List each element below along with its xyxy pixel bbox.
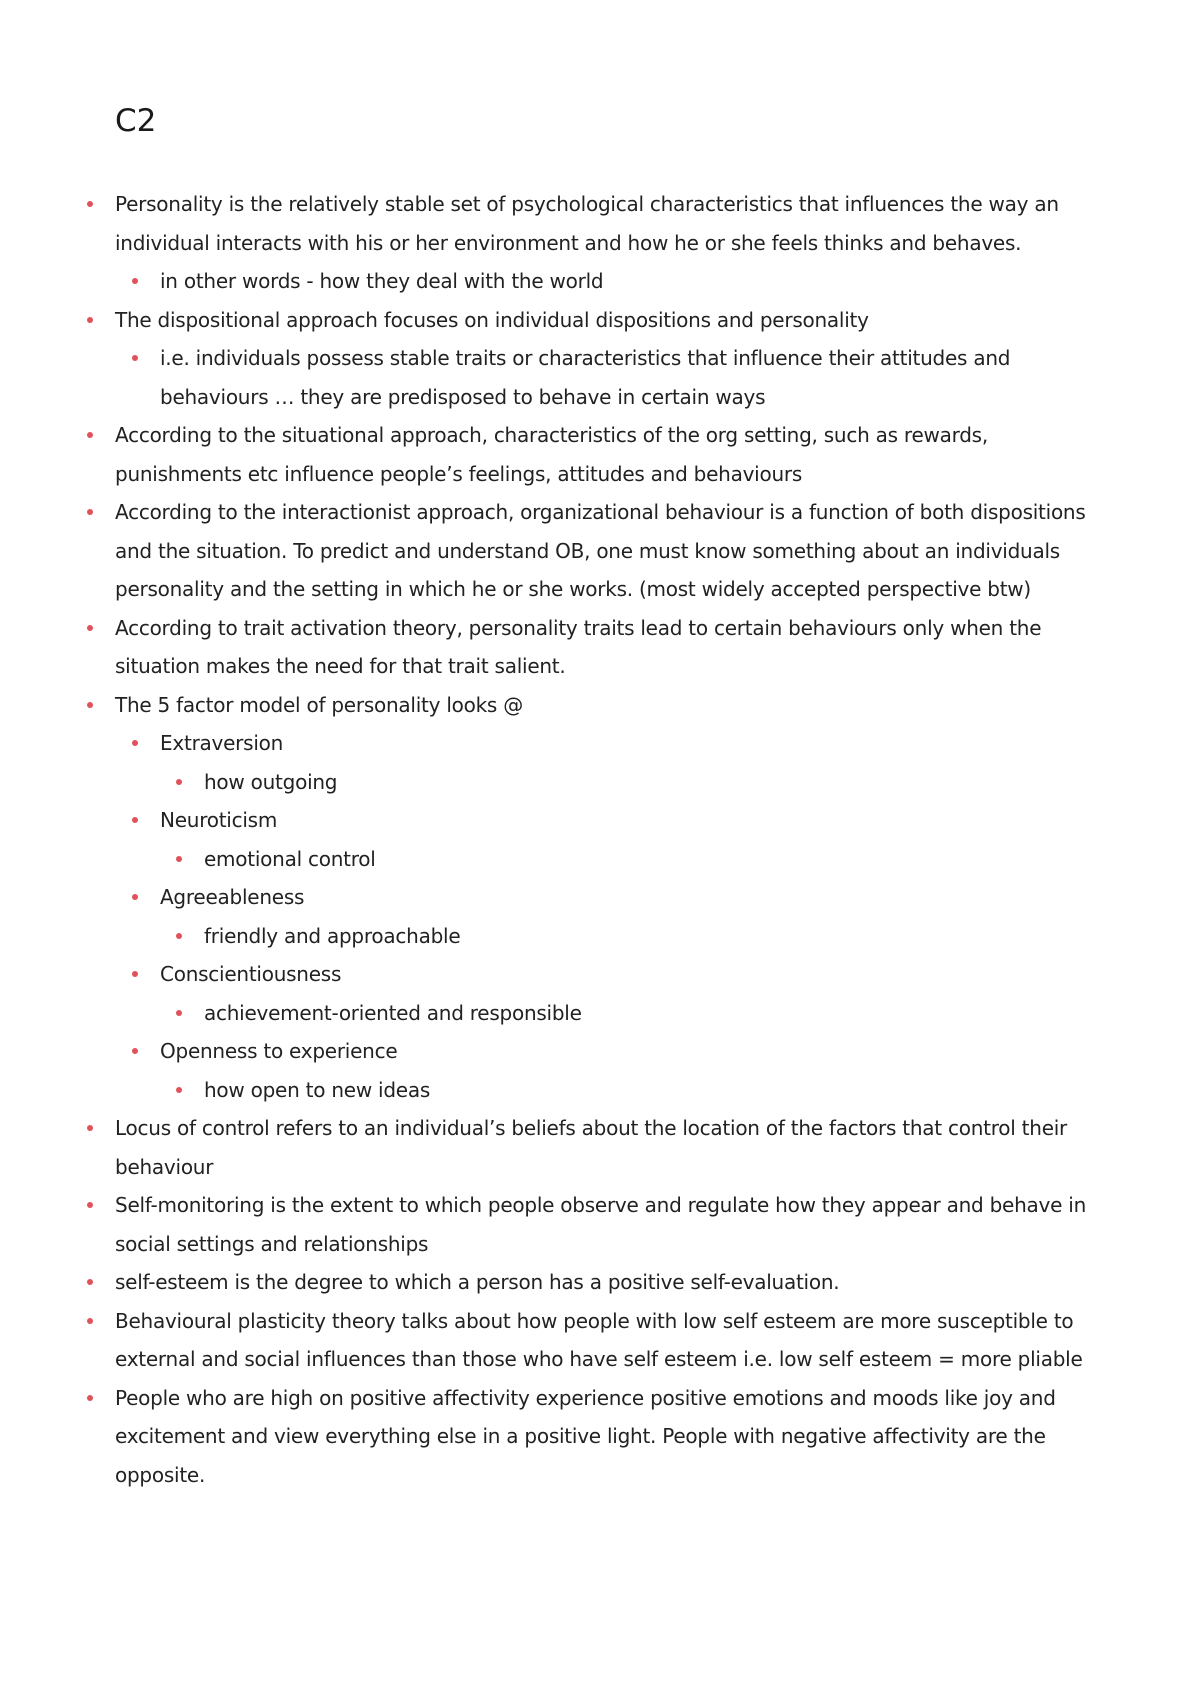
- bullet-dot-icon: [176, 1010, 182, 1016]
- list-item-text: how open to new ideas: [204, 1077, 431, 1102]
- list-item: [0, 763, 1200, 802]
- list-item-text: friendly and approachable: [204, 923, 461, 948]
- bullet-dot-icon: [132, 971, 138, 977]
- list-item: [0, 878, 1200, 917]
- list-item: [0, 1379, 1200, 1495]
- bullet-dot-icon: [132, 740, 138, 746]
- list-item-text: i.e. individuals possess stable traits or characteristics that influence their attitudes and behaviours … they are predisposed to behave in certain ways: [160, 346, 1011, 409]
- list-item: [0, 686, 1200, 725]
- bullet-dot-icon: [132, 1048, 138, 1054]
- bullet-dot-icon: [87, 1202, 93, 1208]
- bullet-dot-icon: [87, 317, 93, 323]
- list-item-text: According to trait activation theory, personality traits lead to certain behaviours only when the situation makes the need for that trait salient.: [115, 615, 1042, 678]
- list-item-text: Agreeableness: [160, 885, 305, 909]
- list-item: [0, 1109, 1200, 1186]
- bullet-dot-icon: [87, 1279, 93, 1285]
- list-item: [0, 1186, 1200, 1263]
- list-item: [0, 262, 1200, 301]
- list-item-text: Conscientiousness: [160, 962, 342, 986]
- list-item-text: Neuroticism: [160, 808, 278, 832]
- list-item: [0, 917, 1200, 956]
- list-item: [0, 301, 1200, 340]
- list-item-text: achievement-oriented and responsible: [204, 1000, 582, 1025]
- list-item-text: Personality is the relatively stable set of psychological characteristics that influences the way an individual interacts with his or her environment and how he or she feels thinks and behaves.: [115, 192, 1059, 255]
- list-item: [0, 416, 1200, 493]
- list-item: [0, 801, 1200, 840]
- bullet-dot-icon: [87, 1395, 93, 1401]
- list-item-text: Openness to experience: [160, 1039, 398, 1063]
- list-item-text: Extraversion: [160, 731, 284, 755]
- bullet-dot-icon: [176, 1087, 182, 1093]
- list-item-text: Self-monitoring is the extent to which people observe and regulate how they appear and behave in social settings and relationships: [115, 1193, 1086, 1256]
- list-item: [0, 994, 1200, 1033]
- list-item: [0, 1263, 1200, 1302]
- list-item-text: People who are high on positive affectivity experience positive emotions and moods like joy and excitement and view everything else in a positive light. People with negative affectivity are the opposite.: [115, 1385, 1056, 1487]
- bullet-dot-icon: [87, 432, 93, 438]
- list-item: [0, 724, 1200, 763]
- list-item: [0, 1302, 1200, 1379]
- bullet-dot-icon: [132, 278, 138, 284]
- bullet-dot-icon: [87, 625, 93, 631]
- list-item: [0, 185, 1200, 262]
- bullet-dot-icon: [176, 856, 182, 862]
- list-item: [0, 840, 1200, 879]
- list-item: [0, 1032, 1200, 1071]
- list-item-text: According to the interactionist approach, organizational behaviour is a function of both dispositions and the situation. To predict and understand OB, one must know something about an individuals personality and the setting in which he or she works. (most widely accepted perspective btw): [115, 500, 1086, 601]
- list-item: [0, 339, 1200, 416]
- list-item: [0, 1071, 1200, 1110]
- bullet-dot-icon: [132, 817, 138, 823]
- bullet-dot-icon: [87, 1125, 93, 1131]
- list-item: [0, 955, 1200, 994]
- list-item-text: According to the situational approach, characteristics of the org setting, such as rewards, punishments etc influence people’s feelings, attitudes and behaviours: [115, 423, 988, 486]
- list-item-text: Locus of control refers to an individual’s beliefs about the location of the factors that control their behaviour: [115, 1116, 1068, 1179]
- bullet-dot-icon: [87, 201, 93, 207]
- bullet-dot-icon: [87, 702, 93, 708]
- bullet-dot-icon: [176, 779, 182, 785]
- bullet-dot-icon: [132, 894, 138, 900]
- list-item: [0, 493, 1200, 609]
- list-item-text: Behavioural plasticity theory talks about how people with low self esteem are more susceptible to external and social influences than those who have self esteem i.e. low self esteem = more pliable: [115, 1308, 1083, 1371]
- bullet-dot-icon: [87, 1318, 93, 1324]
- list-item-text: in other words - how they deal with the world: [160, 269, 604, 293]
- list-item-text: The dispositional approach focuses on individual dispositions and personality: [115, 307, 869, 332]
- page-title: C2: [115, 103, 157, 139]
- list-item-text: how outgoing: [204, 769, 338, 794]
- list-item-text: The 5 factor model of personality looks @: [115, 692, 523, 717]
- bullet-dot-icon: [132, 355, 138, 361]
- bullet-dot-icon: [176, 933, 182, 939]
- list-item-text: self-esteem is the degree to which a person has a positive self-evaluation.: [115, 1270, 840, 1294]
- list-item-text: emotional control: [204, 846, 376, 871]
- bullet-dot-icon: [87, 509, 93, 515]
- notes-list: [0, 185, 1200, 1494]
- list-item: [0, 609, 1200, 686]
